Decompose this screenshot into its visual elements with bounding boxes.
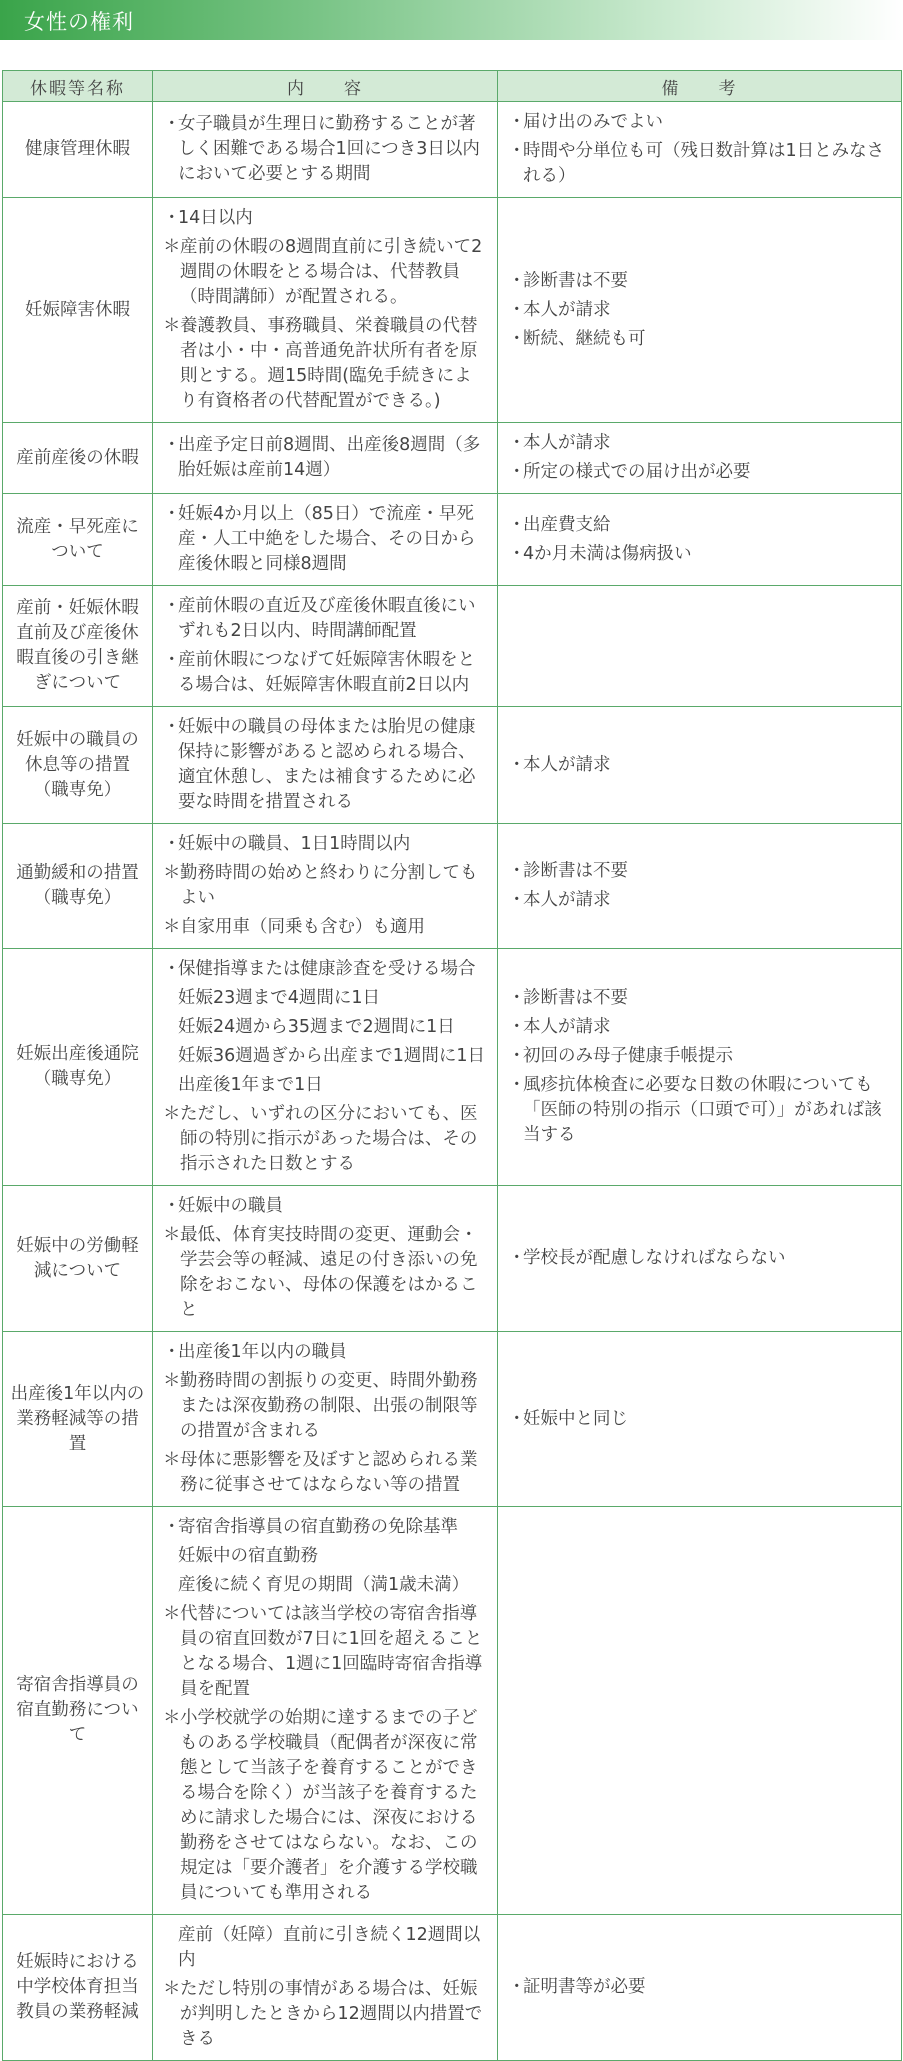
note-item [508,269,893,294]
bullet-marker: ・ [508,754,526,775]
item-text: 妊娠中の職員 [178,1196,283,1216]
asterisk-marker: ＊ [163,1225,181,1245]
item-text: 勤務時間の始めと終わりに分割してもよい [180,863,478,908]
item-text: 出産後1年まで1日 [178,1075,323,1095]
item-text: 所定の様式での届け出が必要 [523,462,751,482]
bullet-marker: ・ [163,717,181,737]
content-item [163,1923,489,1973]
leave-name-cell: 産前産後の休暇 [3,423,153,494]
item-text: 産前（妊障）直前に引き続く12週間以内 [178,1925,481,1970]
leave-name-cell: 出産後1年以内の業務軽減等の措置 [3,1332,153,1507]
content-cell [153,1186,498,1332]
bullet-marker: ・ [508,1046,526,1066]
notes-cell [498,198,902,423]
asterisk-marker: ＊ [163,917,181,937]
content-cell [153,824,498,949]
item-text: ただし、いずれの区分においても、医師の特別に指示があった場合は、その指示された日数とする [180,1104,478,1174]
bullet-marker [163,1073,178,1098]
header-notes: 備 考 [498,71,902,102]
item-text: 自家用車（同乗も含む）も適用 [180,917,425,937]
notes-cell [498,586,902,707]
item-text: 診断書は不要 [523,270,628,291]
content-item [163,1448,489,1498]
table-row [3,423,902,494]
content-cell [153,423,498,494]
leave-name-cell: 妊娠中の労働軽減について [3,1186,153,1332]
content-item [163,1706,489,1906]
bullet-marker [163,1573,178,1598]
note-item [508,1015,893,1040]
header-content: 内 容 [153,71,498,102]
content-item [163,433,489,483]
bullet-marker: ・ [508,1017,526,1037]
notes-cell [498,1915,902,2061]
table-row [3,1915,902,2061]
table-row [3,198,902,423]
item-text: 出産後1年以内の職員 [178,1342,347,1362]
content-item [163,1977,489,2052]
note-item [508,460,893,485]
bullet-marker: ・ [163,959,181,979]
item-text: 届け出のみでよい [523,112,663,132]
item-text: 本人が請求 [523,890,611,910]
content-item [163,1044,489,1069]
bullet-marker [163,1015,178,1040]
table-row [3,1507,902,1915]
bullet-marker: ・ [508,112,526,132]
table-row [3,494,902,586]
bullet-marker: ・ [508,1408,526,1429]
note-item [508,1975,893,2000]
item-text: 養護教員、事務職員、栄養職員の代替者は小・中・高普通免許状所有者を原則とする。週15時間(臨免手続きにより有資格者の代替配置ができる。) [180,316,478,411]
item-text: 風疹抗体検査に必要な日数の休暇についても「医師の特別の指示（口頭で可）」があれば該当する [523,1075,882,1145]
bullet-marker: ・ [508,988,526,1008]
item-text: 妊娠中の宿直勤務 [178,1546,318,1566]
rights-table [2,70,902,2061]
leave-name-cell: 妊娠出産後通院（職専免） [3,949,153,1186]
item-text: 妊娠中の職員、1日1時間以内 [178,834,411,854]
content-item [163,1194,489,1219]
bullet-marker: ・ [508,270,526,291]
item-text: 初回のみ母子健康手帳提示 [523,1046,733,1066]
content-item [163,1073,489,1098]
table-row [3,586,902,707]
notes-cell [498,824,902,949]
bullet-marker [163,1923,178,1973]
bullet-marker [163,1544,178,1569]
bullet-marker: ・ [163,650,181,670]
notes-cell [498,1507,902,1915]
item-text: 勤務時間の割振りの変更、時間外勤務または深夜勤務の制限、出張の制限等の措置が含まれる [180,1371,478,1441]
asterisk-marker: ＊ [163,1604,181,1624]
bullet-marker: ・ [508,890,526,910]
notes-cell [498,494,902,586]
leave-name-cell: 妊娠中の職員の休息等の措置（職専免） [3,707,153,824]
item-text: 断続、継続も可 [523,328,646,349]
note-item [508,1044,893,1069]
notes-cell [498,1186,902,1332]
note-item [508,888,893,913]
item-text: 学校長が配慮しなければならない [523,1248,786,1268]
content-item [163,206,489,231]
leave-name-cell: 産前・妊娠休暇直前及び産後休暇直後の引き継ぎについて [3,586,153,707]
leave-name-cell: 寄宿舎指導員の宿直勤務について [3,1507,153,1915]
note-item [508,110,893,135]
item-text: 代替については該当学校の寄宿舎指導員の宿直回数が7日に1回を超えることとなる場合、1週に1回臨時寄宿舎指導員を配置 [180,1604,483,1699]
note-item [508,298,893,323]
item-text: 母体に悪影響を及ぼすと認められる業務に従事させてはならない等の措置 [180,1450,478,1495]
item-text: 産前休暇につなげて妊娠障害休暇をとる場合は、妊娠障害休暇直前2日以内 [178,650,476,695]
content-item [163,957,489,982]
bullet-marker: ・ [508,543,526,564]
bullet-marker: ・ [163,435,181,455]
notes-cell [498,1332,902,1507]
table-row [3,1186,902,1332]
content-cell [153,102,498,198]
asterisk-marker: ＊ [163,1104,181,1124]
bullet-marker: ・ [163,596,181,616]
item-text: 産後に続く育児の期間（満1歳未満） [178,1575,470,1595]
item-text: 産前休暇の直近及び産後休暇直後にいずれも2日以内、時間講師配置 [178,596,476,641]
section-banner [0,0,903,40]
leave-name-cell: 健康管理休暇 [3,102,153,198]
asterisk-marker: ＊ [163,1708,181,1728]
leave-name-cell: 通勤緩和の措置（職専免） [3,824,153,949]
item-text: 本人が請求 [523,433,611,453]
content-item [163,1102,489,1177]
item-text: 保健指導または健康診査を受ける場合 [178,959,476,979]
content-item [163,915,489,940]
note-item [508,1073,893,1148]
note-item [508,431,893,456]
content-cell [153,949,498,1186]
asterisk-marker: ＊ [163,1979,181,1999]
bullet-marker: ・ [508,1248,526,1268]
bullet-marker: ・ [508,861,526,881]
item-text: 4か月未満は傷病扱い [523,543,692,564]
table-row [3,102,902,198]
notes-cell [498,949,902,1186]
content-item [163,235,489,310]
table-row [3,824,902,949]
item-text: 女子職員が生理日に勤務することが著しく困難である場合1回につき3日以内において必要とする期間 [178,114,480,184]
item-text: ただし特別の事情がある場合は、妊娠が判明したときから12週間以内措置できる [180,1979,483,2049]
notes-cell [498,707,902,824]
content-cell [153,198,498,423]
content-cell [153,707,498,824]
bullet-marker: ・ [508,462,526,482]
note-item [508,542,893,567]
item-text: 妊娠中と同じ [523,1408,628,1429]
bullet-marker [163,1044,178,1069]
item-text: 産前の休暇の8週間直前に引き続いて2週間の休暇をとる場合は、代替教員（時間講師）が配置される。 [180,237,483,307]
notes-cell [498,423,902,494]
note-item [508,139,893,189]
asterisk-marker: ＊ [163,1371,181,1391]
item-text: 出産費支給 [523,514,611,535]
bullet-marker: ・ [508,299,526,320]
bullet-marker: ・ [163,1342,181,1362]
bullet-marker: ・ [163,504,181,524]
notes-cell [498,102,902,198]
item-text: 証明書等が必要 [523,1977,646,1997]
item-text: 小学校就学の始期に達するまでの子どものある学校職員（配偶者が深夜に常態として当該子を養育することができる場合を除く）が当該子を養育するために請求した場合には、深夜における勤務をさせてはならない。なお、この規定は「要介護者」を介護する学校職員についても準用される [180,1708,478,1903]
bullet-marker: ・ [163,208,181,228]
item-text: 時間や分単位も可（残日数計算は1日とみなされる） [523,141,885,186]
item-text: 妊娠24週から35週まで2週間に1日 [178,1017,455,1037]
content-item [163,1544,489,1569]
item-text: 妊娠36週過ぎから出産まで1週間に1日 [178,1046,486,1066]
table-header-row [3,71,902,102]
bullet-marker: ・ [163,1196,181,1216]
item-text: 寄宿舎指導員の宿直勤務の免除基準 [178,1517,458,1537]
item-text: 妊娠23週まで4週間に1日 [178,988,381,1008]
asterisk-marker: ＊ [163,316,181,336]
content-cell [153,1915,498,2061]
leave-name-cell: 妊娠時における中学校体育担当教員の業務軽減 [3,1915,153,2061]
content-item [163,832,489,857]
bullet-marker [163,986,178,1011]
bullet-marker: ・ [508,1977,526,1997]
content-item [163,861,489,911]
content-cell [153,586,498,707]
item-text: 本人が請求 [523,1017,611,1037]
bullet-marker: ・ [508,433,526,453]
bullet-marker: ・ [163,834,181,854]
note-item [508,753,893,778]
item-text: 14日以内 [178,208,253,228]
note-item [508,327,893,352]
item-text: 診断書は不要 [523,861,628,881]
section-title: 女性の権利 [24,10,134,34]
item-text: 本人が請求 [523,299,611,320]
content-item [163,594,489,644]
asterisk-marker: ＊ [163,863,181,883]
content-item [163,314,489,414]
content-item [163,1573,489,1598]
content-item [163,715,489,815]
item-text: 妊娠4か月以上（85日）で流産・早死産・人工中絶をした場合、その日から産後休暇と同様8週間 [178,504,476,574]
content-item [163,648,489,698]
note-item [508,1246,893,1271]
item-text: 診断書は不要 [523,988,628,1008]
content-cell [153,1332,498,1507]
content-item [163,1515,489,1540]
table-row [3,1332,902,1507]
bullet-marker: ・ [508,1075,526,1095]
content-item [163,986,489,1011]
item-text: 妊娠中の職員の母体または胎児の健康保持に影響があると認められる場合、適宜休憩し、または補食するために必要な時間を措置される [178,717,476,812]
content-item [163,1369,489,1444]
content-cell [153,1507,498,1915]
item-text: 出産予定日前8週間、出産後8週間（多胎妊娠は産前14週） [178,435,481,480]
leave-name-cell: 流産・早死産について [3,494,153,586]
content-cell [153,494,498,586]
content-item [163,1340,489,1365]
bullet-marker: ・ [508,328,526,349]
table-row [3,949,902,1186]
content-item [163,1015,489,1040]
bullet-marker: ・ [163,1517,181,1537]
bullet-marker: ・ [508,141,526,161]
asterisk-marker: ＊ [163,237,181,257]
content-item [163,1223,489,1323]
item-text: 本人が請求 [523,754,611,775]
note-item [508,1407,893,1432]
note-item [508,513,893,538]
item-text: 最低、体育実技時間の変更、運動会・学芸会等の軽減、遠足の付き添いの免除をおこない、母体の保護をはかること [180,1225,478,1320]
content-item [163,502,489,577]
content-item [163,1602,489,1702]
content-item [163,112,489,187]
bullet-marker: ・ [508,514,526,535]
header-leave-name: 休暇等名称 [3,71,153,102]
bullet-marker: ・ [163,114,181,134]
asterisk-marker: ＊ [163,1450,181,1470]
leave-name-cell: 妊娠障害休暇 [3,198,153,423]
table-row [3,707,902,824]
note-item [508,859,893,884]
note-item [508,986,893,1011]
